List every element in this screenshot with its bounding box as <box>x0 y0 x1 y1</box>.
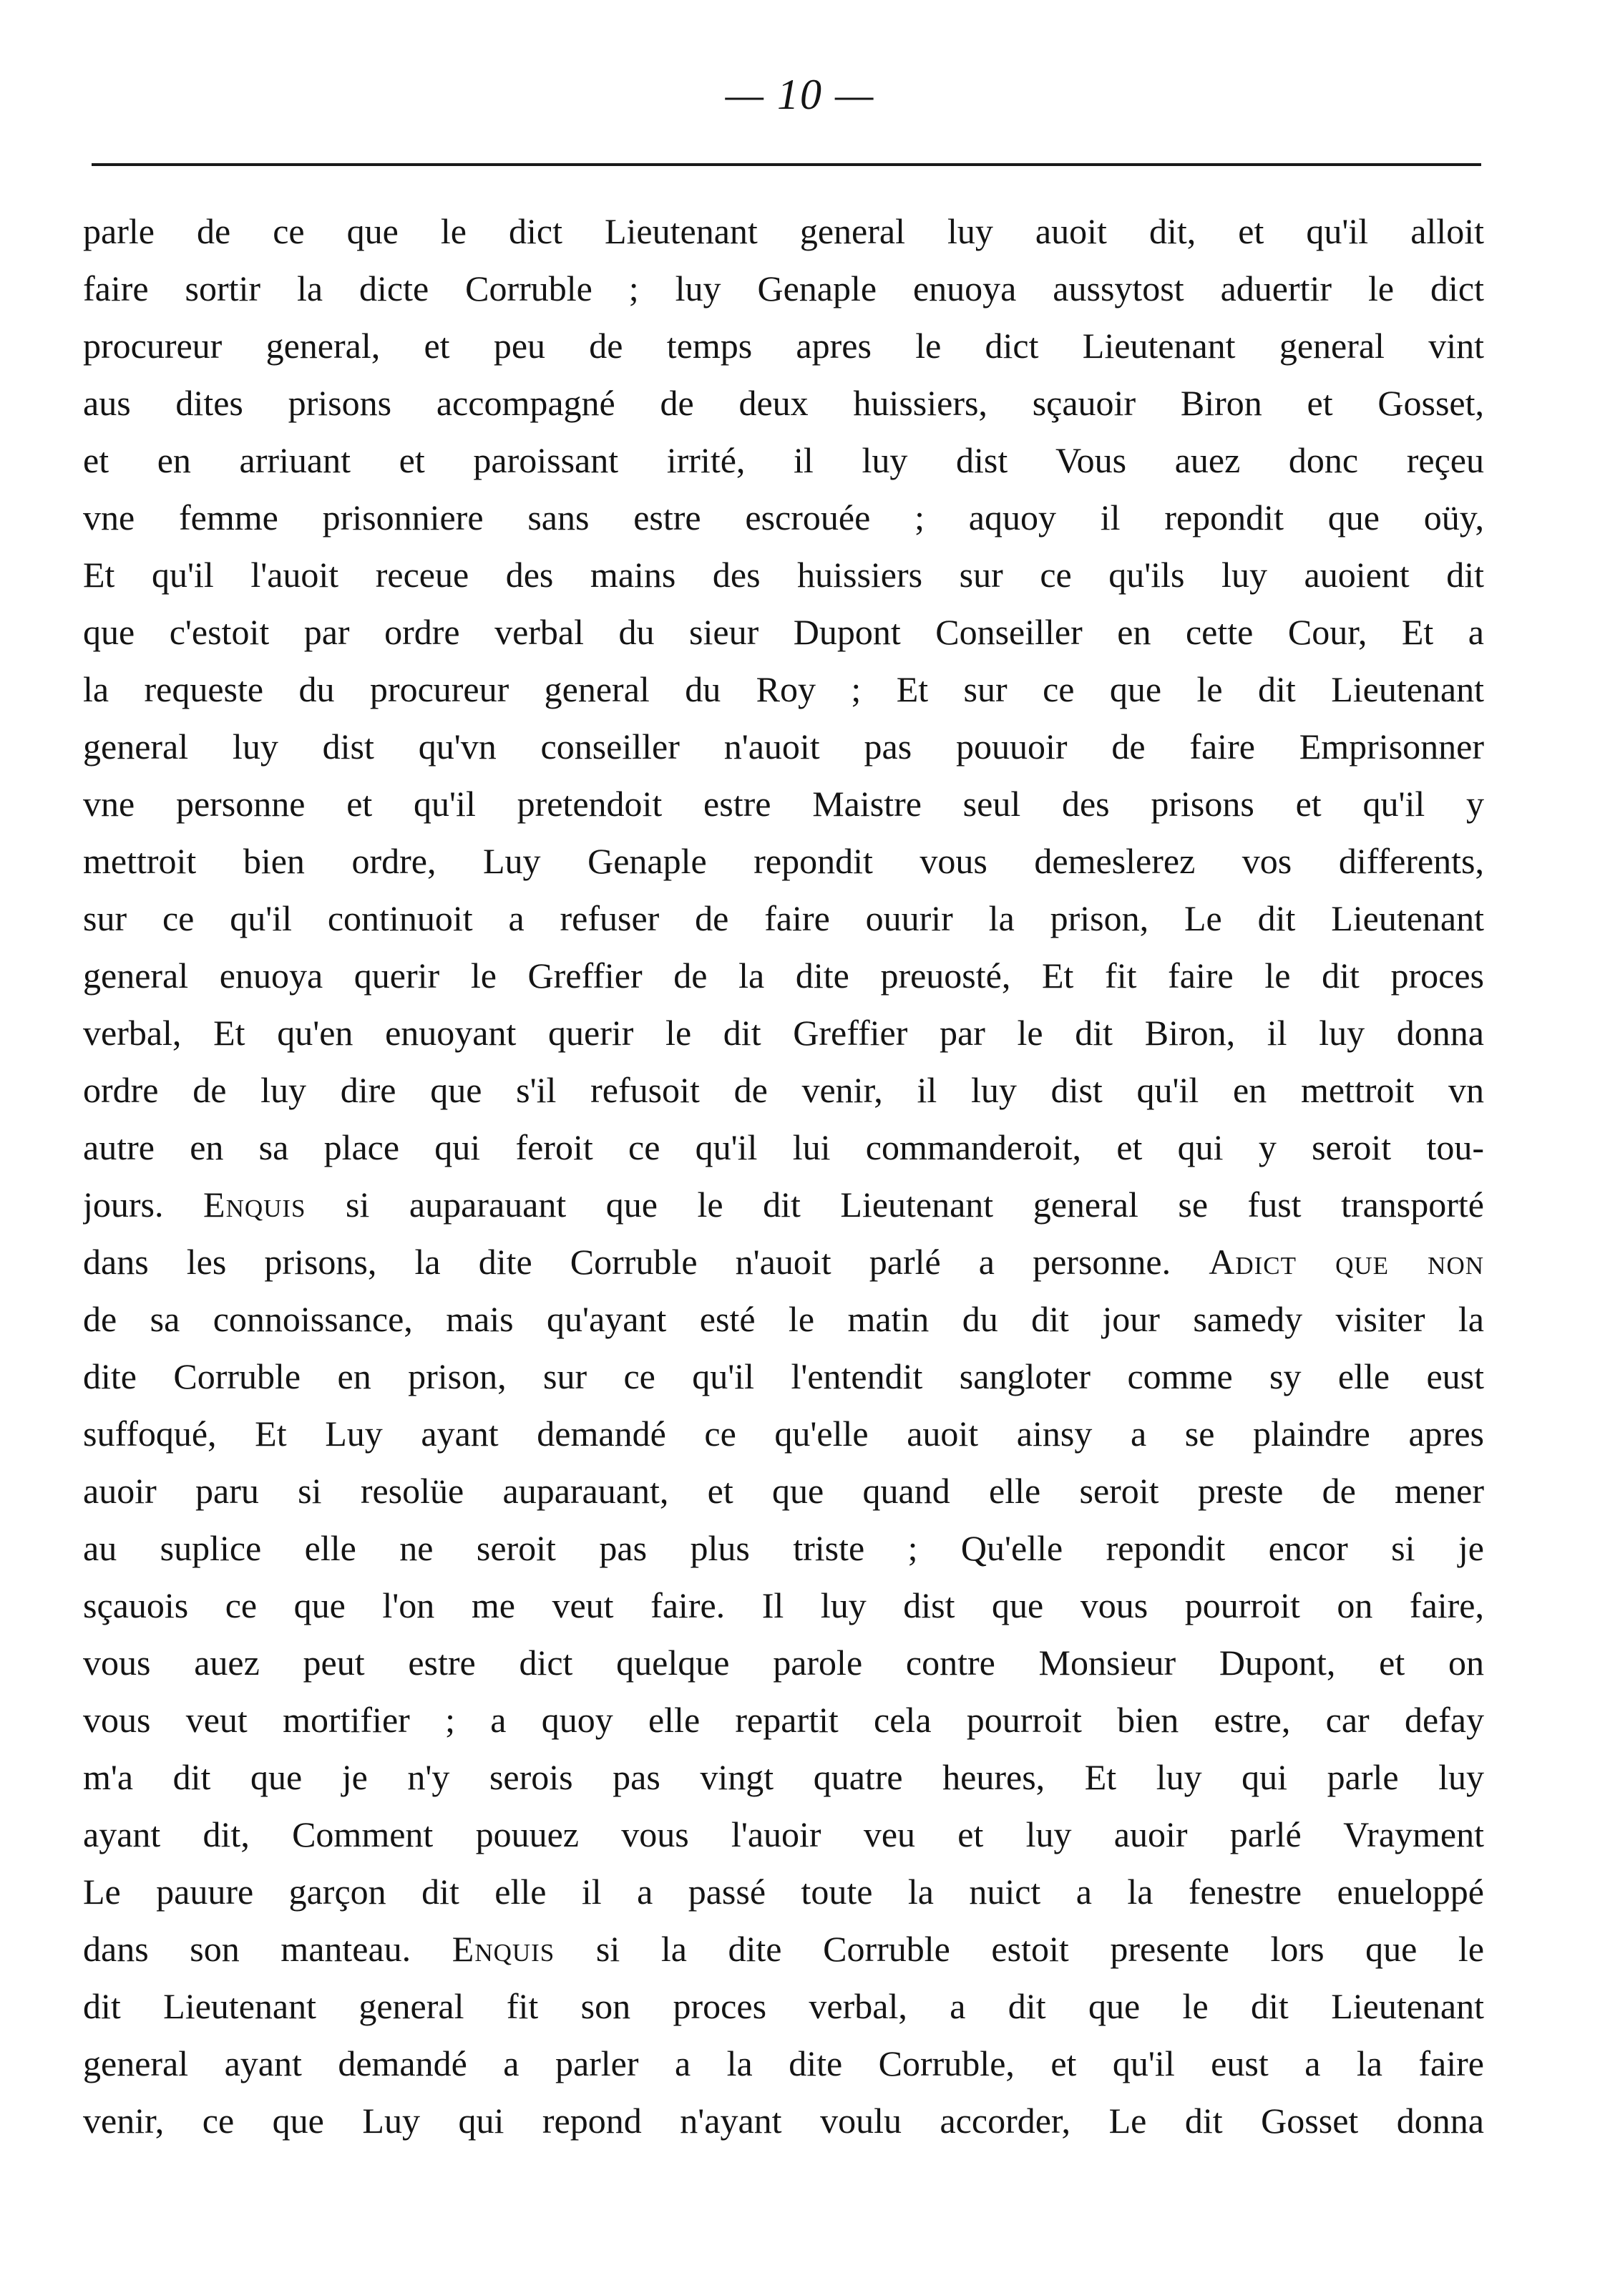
text-line: vne femme prisonniere sans estre escrouée ; aquoy il repondit que oüy, <box>83 497 1484 537</box>
text-line: dit Lieutenant general fit son proces verbal, a dit que le dit Lieutenant <box>83 1986 1484 2026</box>
text-line: suffoqué, Et Luy ayant demandé ce qu'elle auoit ainsy a se plaindre apres <box>83 1414 1484 1454</box>
text-line: dans les prisons, la dite Corruble n'auoit parlé a personne. Adict que non <box>83 1242 1484 1282</box>
text-line: procureur general, et peu de temps apres le dict Lieutenant general vint <box>83 326 1484 366</box>
text-line: ordre de luy dire que s'il refusoit de venir, il luy dist qu'il en mettroit vn <box>83 1070 1484 1110</box>
header-rule <box>92 163 1481 166</box>
text-line: Le pauure garçon dit elle il a passé toute la nuict a la fenestre enueloppé <box>83 1872 1484 1912</box>
text-line: jours. Enquis si auparauant que le dit Lieutenant general se fust transporté <box>83 1185 1484 1225</box>
text-line: faire sortir la dicte Corruble ; luy Genaple enuoya aussytost aduertir le dict <box>83 268 1484 308</box>
text-line: autre en sa place qui feroit ce qu'il lui commanderoit, et qui y seroit tou- <box>83 1127 1484 1167</box>
text-line: vous veut mortifier ; a quoy elle repartit cela pourroit bien estre, car defay <box>83 1700 1484 1740</box>
text-line: dite Corruble en prison, sur ce qu'il l'entendit sangloter comme sy elle eust <box>83 1356 1484 1396</box>
page-number: — 10 — <box>725 71 875 118</box>
text-line: au suplice elle ne seroit pas plus triste ; Qu'elle repondit encor si je <box>83 1528 1484 1568</box>
body-text <box>83 203 1484 2149</box>
text-line: sur ce qu'il continuoit a refuser de faire ouurir la prison, Le dit Lieutenant <box>83 898 1484 938</box>
text-line: sçauois ce que l'on me veut faire. Il luy dist que vous pourroit on faire, <box>83 1585 1484 1625</box>
text-line: aus dites prisons accompagné de deux huissiers, sçauoir Biron et Gosset, <box>83 383 1484 423</box>
text-line: auoir paru si resolüe auparauant, et que quand elle seroit preste de mener <box>83 1471 1484 1511</box>
text-line: dans son manteau. Enquis si la dite Corruble estoit presente lors que le <box>83 1929 1484 1969</box>
text-line: vous auez peut estre dict quelque parole contre Monsieur Dupont, et on <box>83 1643 1484 1683</box>
text-line: et en arriuant et paroissant irrité, il luy dist Vous auez donc reçeu <box>83 440 1484 480</box>
text-line: Et qu'il l'auoit receue des mains des huissiers sur ce qu'ils luy auoient dit <box>83 555 1484 595</box>
text-line: general ayant demandé a parler a la dite Corruble, et qu'il eust a la faire <box>83 2043 1484 2083</box>
text-line: vne personne et qu'il pretendoit estre Maistre seul des prisons et qu'il y <box>83 784 1484 824</box>
text-line: mettroit bien ordre, Luy Genaple repondit vous demeslerez vos differents, <box>83 841 1484 881</box>
text-line: verbal, Et qu'en enuoyant querir le dit Greffier par le dit Biron, il luy donna <box>83 1013 1484 1053</box>
text-line: general enuoya querir le Greffier de la dite preuosté, Et fit faire le dit proces <box>83 955 1484 996</box>
text-line: ayant dit, Comment pouuez vous l'auoir veu et luy auoir parlé Vrayment <box>83 1814 1484 1854</box>
text-line: m'a dit que je n'y serois pas vingt quatre heures, Et luy qui parle luy <box>83 1757 1484 1797</box>
text-line: parle de ce que le dict Lieutenant general luy auoit dit, et qu'il alloit <box>83 211 1484 251</box>
text-line: de sa connoissance, mais qu'ayant esté le matin du dit jour samedy visiter la <box>83 1299 1484 1339</box>
text-line: la requeste du procureur general du Roy ; Et sur ce que le dit Lieutenant <box>83 669 1484 709</box>
text-line: general luy dist qu'vn conseiller n'auoit pas pouuoir de faire Emprisonner <box>83 726 1484 767</box>
text-line: venir, ce que Luy qui repond n'ayant voulu accorder, Le dit Gosset donna <box>83 2101 1484 2141</box>
text-line: que c'estoit par ordre verbal du sieur Dupont Conseiller en cette Cour, Et a <box>83 612 1484 652</box>
